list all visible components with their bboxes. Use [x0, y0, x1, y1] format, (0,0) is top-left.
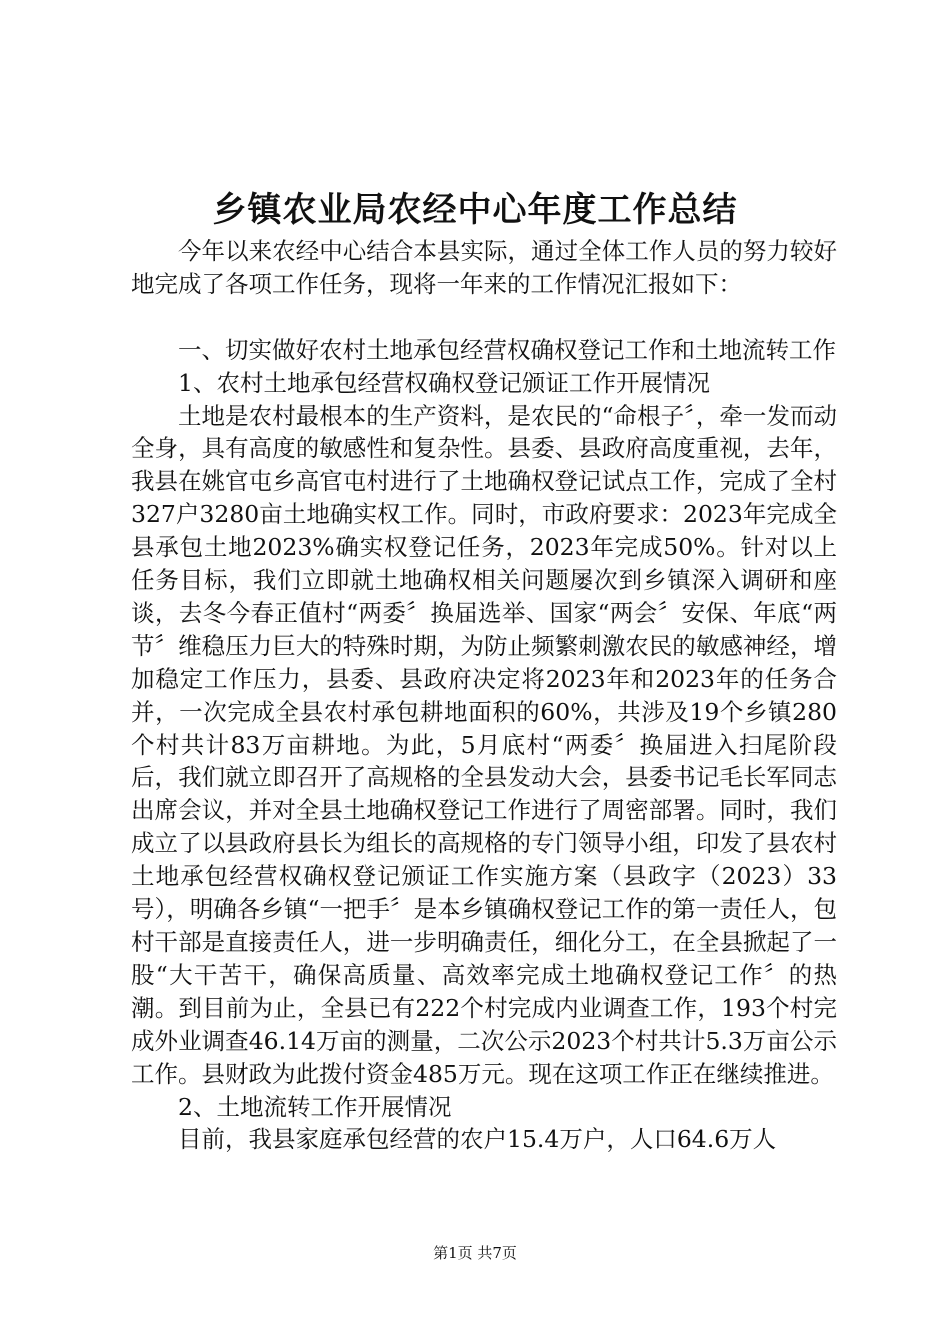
page-number: 第1页 共7页	[433, 1244, 517, 1262]
intro-paragraph: 今年以来农经中心结合本县实际，通过全体工作人员的努力较好地完成了各项工作任务，现将一年来的工作情况汇报如下：	[131, 237, 837, 298]
body-paragraph: 土地是农村最根本的生产资料，是农民的“命根子〞，牵一发而动全身，具有高度的敏感性和复杂性。县委、县政府高度重视，去年，我县在姚官屯乡高官屯村进行了土地确权登记试点工作，完成了全村327户3280亩土地确实权工作。同时，市政府要求：2023年完成全县承包土地2023%确实权登记任务，2023年完成50%。针对以上任务目标，我们立即就土地确权相关问题屡次到乡镇深入调研和座谈，去冬今春正值村“两委〞换届选举、国家“两会〞安保、年底“两节〞维稳压力巨大的特殊时期，为防止频繁刺激农民的敏感神经，增加稳定工作压力，县委、县政府决定将2023年和2023年的任务合并，一次完成全县农村承包耕地面积的60%，共涉及19个乡镇280个村共计83万亩耕地。为此，5月底村“两委〞换届进入扫尾阶段后，我们就立即召开了高规格的全县发动大会，县委书记毛长军同志出席会议，并对全县土地确权登记工作进行了周密部署。同时，我们成立了以县政府县长为组长的高规格的专门领导小组，印发了县农村土地承包经营权确权登记颁证工作实施方案（县政字（2023）33号），明确各乡镇“一把手〞是本乡镇确权登记工作的第一责任人，包村干部是直接责任人，进一步明确责任，细化分工，在全县掀起了一股“大干苦干，确保高质量、高效率完成土地确权登记工作〞的热潮。到目前为止，全县已有222个村完成内业调查工作，193个村完成外业调查46.14万亩的测量，二次公示2023个村共计5.3万亩公示工作。县财政为此拨付资金485万元。现在这项工作正在继续推进。	[131, 401, 837, 1088]
document-body	[131, 235, 837, 1156]
subsection-heading: 1、农村土地承包经营权确权登记颁证工作开展情况	[178, 368, 710, 397]
section-heading: 一、切实做好农村土地承包经营权确权登记工作和土地流转工作	[178, 335, 836, 364]
paragraph-gap	[131, 301, 837, 334]
document-title: 乡镇农业局农经中心年度工作总结	[212, 190, 738, 230]
body-paragraph: 目前，我县家庭承包经营的农户15.4万户，人口64.6万人	[178, 1125, 777, 1154]
subsection-heading: 2、土地流转工作开展情况	[178, 1092, 452, 1121]
